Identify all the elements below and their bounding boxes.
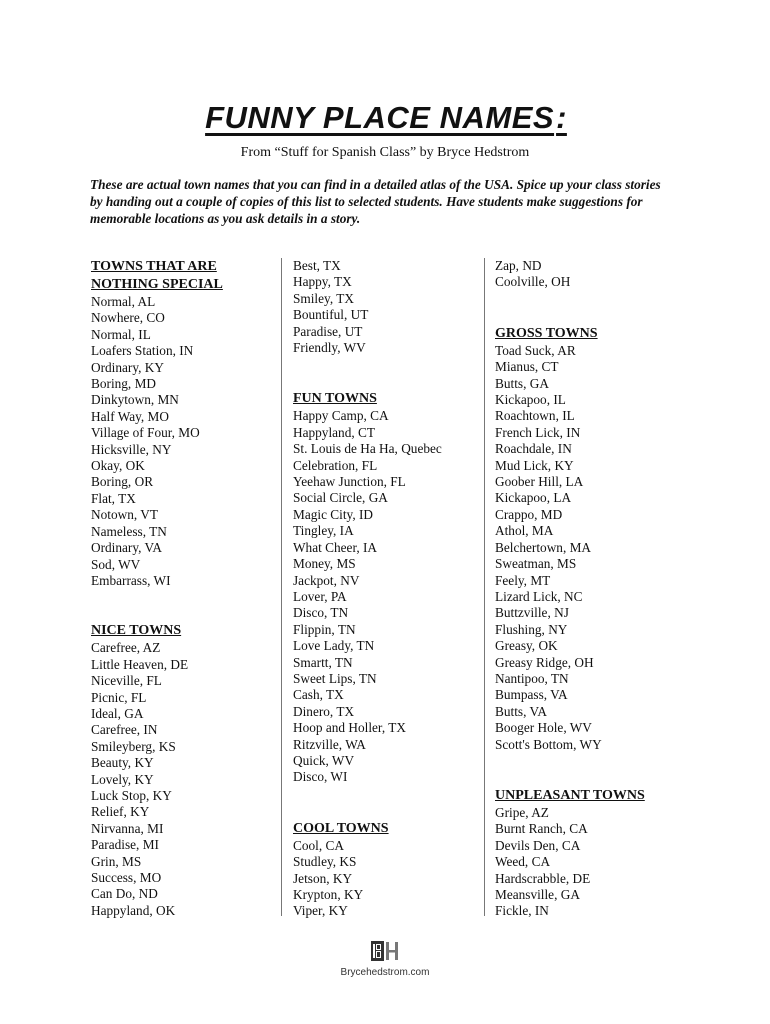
town-item: Jackpot, NV (293, 572, 360, 588)
column-left (91, 258, 269, 919)
town-item: Picnic, FL (91, 689, 147, 705)
town-item: Burnt Ranch, CA (495, 821, 588, 837)
town-item: Kickapoo, LA (495, 490, 572, 506)
town-item: Kickapoo, IL (495, 392, 566, 408)
column-divider (281, 258, 282, 916)
town-list-fun (293, 408, 473, 785)
town-item: Little Heaven, DE (91, 656, 189, 672)
town-item: Yeehaw Junction, FL (293, 474, 406, 490)
column-middle (293, 258, 473, 920)
bh-logo-icon (370, 940, 400, 962)
town-list-top-middle (293, 258, 473, 356)
town-item: Devils Den, CA (495, 837, 581, 853)
town-item: Flushing, NY (495, 621, 568, 637)
town-item: Nantipoo, TN (495, 670, 569, 686)
town-item: Butts, GA (495, 375, 549, 391)
column-divider (484, 258, 485, 916)
town-item: Nirvanna, MI (91, 820, 164, 836)
town-item: Meansville, GA (495, 887, 580, 902)
town-item: Bountiful, UT (293, 307, 369, 323)
town-item: Carefree, IN (91, 722, 158, 738)
town-item: Scott's Bottom, WY (495, 736, 602, 752)
town-item: Boring, OR (91, 474, 154, 490)
town-item: Celebration, FL (293, 457, 378, 473)
town-item: Bumpass, VA (495, 687, 568, 703)
town-item: Ordinary, VA (91, 540, 163, 556)
town-item: Village of Four, MO (91, 425, 200, 441)
town-item: Lizard Lick, NC (495, 588, 583, 604)
town-item: Dinkytown, MN (91, 392, 179, 408)
town-item: Nowhere, CO (91, 310, 165, 326)
town-item: Ritzville, WA (293, 736, 366, 752)
town-item: Beauty, KY (91, 755, 154, 771)
town-item: Money, MS (293, 556, 356, 572)
footer-site-link[interactable]: Brycehedstrom.com (340, 967, 430, 978)
town-item: Zap, ND (495, 258, 542, 273)
town-item: Half Way, MO (91, 408, 169, 424)
town-item: Ideal, GA (91, 705, 144, 721)
town-item: Cash, TX (293, 687, 344, 703)
town-item: Loafers Station, IN (91, 343, 194, 359)
section-heading-unpleasant: UNPLEASANT TOWNS (495, 787, 645, 803)
town-item: Sweet Lips, TN (293, 670, 377, 686)
town-list-cool (293, 838, 473, 920)
town-item: Lovely, KY (91, 771, 154, 787)
town-item: Happy, TX (293, 274, 352, 290)
town-item: Dinero, TX (293, 703, 355, 719)
town-item: Crappo, MD (495, 506, 563, 522)
town-item: Smiley, TX (293, 290, 354, 306)
town-item: Cool, CA (293, 837, 344, 853)
town-item: Flippin, TN (293, 621, 356, 637)
town-item: Grin, MS (91, 853, 142, 869)
town-item: Quick, WV (293, 752, 355, 768)
section-heading-nothing-special: TOWNS THAT ARE NOTHING SPECIAL (91, 259, 223, 292)
town-item: Embarrass, WI (91, 572, 171, 588)
town-item: Belchertown, MA (495, 539, 592, 555)
section-heading-fun: FUN TOWNS (293, 391, 377, 407)
town-item: Goober Hill, LA (495, 474, 584, 490)
town-item: Krypton, KY (293, 887, 364, 902)
intro-paragraph: These are actual town names that you can find in a detailed atlas of the USA. Spice up your class stories by handing out a couple of copies of this list to selected students. Have students make suggestions for memorable locations as you ask details in a story. (90, 177, 661, 226)
town-item: French Lick, IN (495, 424, 581, 440)
town-item: Luck Stop, KY (91, 787, 172, 803)
town-item: Success, MO (91, 870, 162, 885)
town-item: Ordinary, KY (91, 359, 164, 375)
town-item: Disco, WI (293, 769, 348, 785)
town-item: Paradise, UT (293, 323, 363, 339)
town-item: What Cheer, IA (293, 539, 378, 555)
town-item: Friendly, WV (293, 340, 366, 356)
town-item: Greasy Ridge, OH (495, 654, 594, 670)
town-item: Hoop and Holler, TX (293, 720, 406, 736)
town-item: Weed, CA (495, 854, 551, 870)
town-item: Happyland, CT (293, 424, 375, 440)
town-item: Gripe, AZ (495, 804, 549, 820)
town-item: Boring, MD (91, 376, 157, 392)
town-item: Carefree, AZ (91, 640, 161, 656)
footer-logo[interactable] (0, 940, 770, 978)
town-item: Viper, KY (293, 903, 348, 919)
page-title: FUNNY PLACE NAMES: (205, 100, 567, 135)
town-item: Coolville, OH (495, 274, 571, 290)
town-item: Niceville, FL (91, 673, 162, 689)
town-item: Roachtown, IL (495, 408, 575, 424)
town-item: Disco, TN (293, 605, 349, 621)
town-item: Toad Suck, AR (495, 342, 576, 358)
town-item: Smileyberg, KS (91, 738, 176, 754)
section-heading-gross: GROSS TOWNS (495, 325, 598, 341)
town-item: Fickle, IN (495, 903, 549, 919)
section-heading-cool: COOL TOWNS (293, 820, 389, 836)
town-item: Magic City, ID (293, 506, 374, 522)
town-item: Roachdale, IN (495, 441, 572, 457)
town-item: Lover, PA (293, 588, 347, 604)
town-item: Mianus, CT (495, 359, 559, 375)
town-list-unpleasant (495, 805, 685, 920)
town-item: Hardscrabble, DE (495, 870, 591, 886)
town-list-gross (495, 343, 685, 753)
town-item: Sod, WV (91, 556, 141, 572)
town-item: Best, TX (293, 258, 341, 273)
town-list-nothing-special (91, 294, 269, 589)
town-item: Greasy, OK (495, 638, 558, 654)
town-item: Buttzville, NJ (495, 605, 569, 621)
town-item: Hicksville, NY (91, 441, 172, 457)
town-item: Okay, OK (91, 458, 145, 474)
town-item: Sweatman, MS (495, 556, 577, 572)
town-list-nice (91, 640, 269, 919)
town-item: Athol, MA (495, 523, 554, 539)
town-item: Mud Lick, KY (495, 457, 574, 473)
town-item: Butts, VA (495, 703, 547, 719)
town-list-top-right (495, 258, 685, 291)
town-item: Normal, IL (91, 326, 151, 342)
town-item: Booger Hole, WV (495, 720, 592, 736)
town-item: St. Louis de Ha Ha, Quebec (293, 441, 442, 457)
town-item: Normal, AL (91, 294, 156, 309)
town-item: Feely, MT (495, 572, 551, 588)
town-item: Social Circle, GA (293, 490, 388, 506)
town-item: Tingley, IA (293, 523, 354, 539)
town-item: Love Lady, TN (293, 638, 375, 654)
town-item: Happy Camp, CA (293, 408, 389, 424)
town-item: Notown, VT (91, 507, 158, 523)
page-subtitle: From “Stuff for Spanish Class” by Bryce Hedstrom (240, 145, 530, 160)
town-item: Relief, KY (91, 804, 150, 820)
town-item: Jetson, KY (293, 870, 353, 886)
town-item: Flat, TX (91, 490, 136, 506)
town-item: Nameless, TN (91, 523, 167, 539)
town-item: Happyland, OK (91, 902, 176, 918)
town-item: Smartt, TN (293, 654, 353, 670)
column-right (495, 258, 685, 920)
section-heading-nice: NICE TOWNS (91, 623, 182, 639)
town-item: Paradise, MI (91, 837, 159, 853)
town-item: Studley, KS (293, 854, 357, 870)
town-item: Can Do, ND (91, 886, 158, 902)
